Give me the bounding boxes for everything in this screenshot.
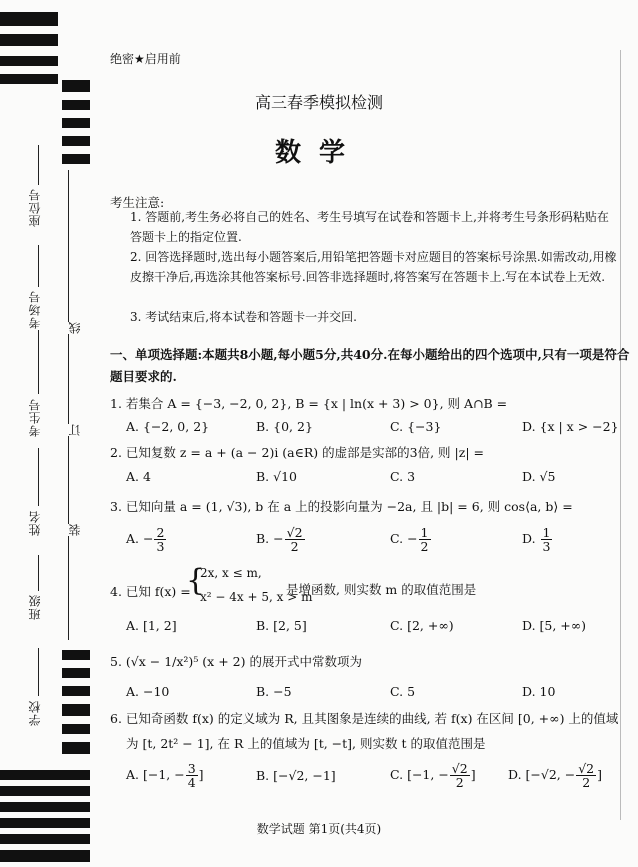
q4-option-b[interactable]: B. [2, 5] <box>256 618 307 633</box>
q3-b-fraction: $\frac{√2}{2}$ <box>286 525 303 554</box>
q3-option-c[interactable] <box>390 526 432 553</box>
q2-option-d[interactable]: D. √5 <box>522 469 556 484</box>
q3-a-fraction: $\frac{2}{3}$ <box>156 525 165 554</box>
candidate-number-label: 考生号 <box>28 398 42 437</box>
question-2-stem: 2. 已知复数 z = a + (a − 2)i (a∈R) 的虚部是实部的3倍, 则 |z| = <box>110 445 484 460</box>
school-label: 学校 <box>28 700 42 726</box>
q4-option-a[interactable]: A. [1, 2] <box>126 618 177 633</box>
seal-order-char: 订 <box>68 424 82 436</box>
q3-d-prefix: D. <box>522 531 540 546</box>
question-4-stem-a: 4. 已知 f(x) = <box>110 584 191 599</box>
note-item: 2. 回答选择题时,选出每小题答案后,用铅笔把答题卡对应题目的答案标号涂黑.如需改动,用橡皮擦干净后,再选涂其他答案标号.回答非选择题时,将答案写在答题卡上.写在本试卷上无效. <box>130 250 617 284</box>
q6-option-b[interactable]: B. [−√2, −1] <box>256 768 336 783</box>
q4-brace: { <box>186 563 206 598</box>
note-item: 1. 答题前,考生务必将自己的姓名、考生号填写在试卷和答题卡上,并将考生号条形码粘贴在答题卡上的指定位置. <box>130 210 609 244</box>
question-3-stem: 3. 已知向量 a = (1, √3), b 在 a 上的投影向量为 −2a, 且 |b| = 6, 则 cos⟨a, b⟩ = <box>110 499 573 514</box>
q6-option-a[interactable]: A. [−1, − $\frac{3}{4}$ ] <box>126 761 204 790</box>
binding-dashed-line <box>68 170 69 640</box>
q3-b-prefix: B. − <box>256 531 284 546</box>
q3-c-fraction: $\frac{1}{2}$ <box>420 525 429 554</box>
school-blank[interactable] <box>38 648 39 696</box>
q4-option-c[interactable]: C. [2, +∞) <box>390 618 454 633</box>
q3-c-prefix: C. − <box>390 531 418 546</box>
question-1-stem: 1. 若集合 A = {−3, −2, 0, 2}, B = {x | ln(x + 3) > 0}, 则 A∩B = <box>110 396 508 411</box>
name-label: 姓名 <box>28 510 42 536</box>
q4-case-2: x² − 4x + 5, x > m <box>200 590 313 604</box>
q4-option-d[interactable]: D. [5, +∞) <box>522 618 587 633</box>
page-footer: 数学试题 第1页(共4页) <box>256 822 382 836</box>
q5-option-a[interactable]: A. −10 <box>126 684 170 699</box>
q6-option-c[interactable]: C. [−1, − $\frac{√2}{2}$ ] <box>390 761 476 790</box>
q4-case-1: 2x, x ≤ m, <box>200 566 262 580</box>
seal-line-char: 线 <box>68 322 82 334</box>
q3-option-d[interactable] <box>522 526 553 553</box>
subject-title: 数学 <box>274 138 363 168</box>
section-heading: 一、单项选择题:本题共8小题,每小题5分,共40分.在每小题给出的四个选项中,只有一项是符合题目要求的. <box>110 347 630 384</box>
q2-option-b[interactable]: B. √10 <box>256 469 298 484</box>
room-label: 考场号 <box>28 290 42 329</box>
exam-title: 高三春季模拟检测 <box>254 93 383 112</box>
class-label: 班级 <box>28 594 42 620</box>
q3-a-prefix: A. − <box>126 531 154 546</box>
q1-option-a[interactable]: A. {−2, 0, 2} <box>126 419 210 434</box>
candidate-number-blank[interactable] <box>38 330 39 394</box>
q5-option-b[interactable]: B. −5 <box>256 684 292 699</box>
class-blank[interactable] <box>38 555 39 591</box>
question-6-stem-line2: 为 [t, 2t² − 1], 在 R 上的值域为 [t, −t], 则实数 t 的取值范围是 <box>126 736 486 751</box>
q1-option-b[interactable]: B. {0, 2} <box>256 419 313 434</box>
question-5-stem: 5. (√x − 1/x²)⁵ (x + 2) 的展开式中常数项为 <box>110 654 362 669</box>
question-4-stem-b: 是增函数, 则实数 m 的取值范围是 <box>286 582 477 597</box>
q2-option-a[interactable]: A. 4 <box>126 469 151 484</box>
q5-option-d[interactable]: D. 10 <box>522 684 556 699</box>
question-6-stem-line1: 6. 已知奇函数 f(x) 的定义域为 R, 且其图象是连续的曲线, 若 f(x) 在区间 [0, +∞) 上的值域 <box>110 711 619 726</box>
q3-d-fraction: $\frac{1}{3}$ <box>542 525 551 554</box>
q5-option-c[interactable]: C. 5 <box>390 684 416 699</box>
seal-bind-char: 装 <box>68 524 82 536</box>
q1-option-d[interactable]: D. {x | x > −2} <box>522 419 619 434</box>
q2-option-c[interactable]: C. 3 <box>390 469 416 484</box>
q6-option-d[interactable]: D. [−√2, − $\frac{√2}{2}$ ] <box>508 761 603 790</box>
q3-option-b[interactable] <box>256 526 306 553</box>
seat-label: 座位号 <box>28 188 42 227</box>
room-blank[interactable] <box>38 245 39 287</box>
q1-option-c[interactable]: C. {−3} <box>390 419 442 434</box>
q3-option-a[interactable] <box>126 526 167 553</box>
confidential-label: 绝密★启用前 <box>110 52 181 66</box>
notes-heading: 考生注意: <box>110 195 165 210</box>
note-item: 3. 考试结束后,将本试卷和答题卡一并交回. <box>130 310 357 324</box>
name-blank[interactable] <box>38 448 39 506</box>
